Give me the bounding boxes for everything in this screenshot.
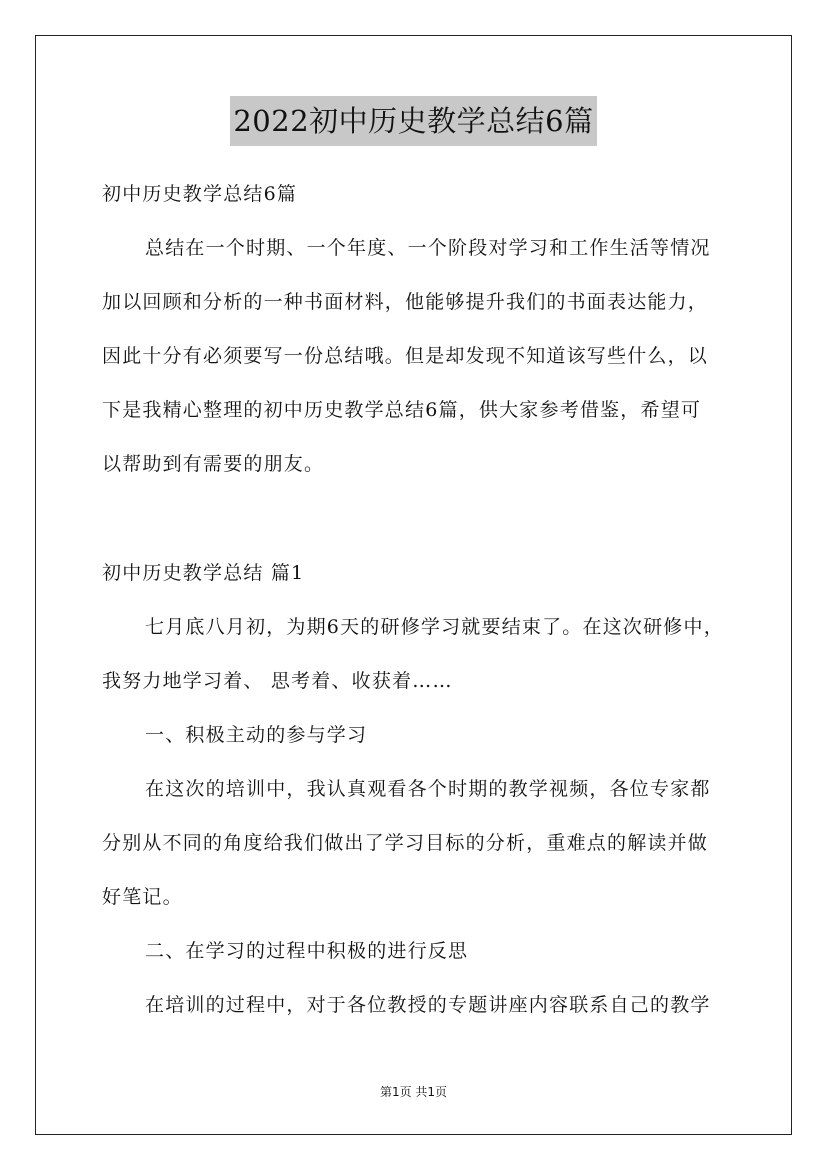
paragraph-line: 总结在一个时期、一个年度、一个阶段对学习和工作生活等情况 (145, 237, 711, 259)
paragraph-line: 加以回顾和分析的一种书面材料，他能够提升我们的书面表达能力， (102, 291, 709, 313)
section-heading: 初中历史教学总结 篇1 (102, 562, 305, 584)
paragraph-line: 七月底八月初，为期6天的研修学习就要结束了。在这次研修中， (145, 616, 724, 638)
paragraph-line: 我努力地学习着、 思考着、收获着…… (102, 670, 453, 692)
subsection-heading: 一、积极主动的参与学习 (145, 724, 368, 746)
paragraph-line: 下是我精心整理的初中历史教学总结6篇，供大家参考借鉴，希望可 (102, 399, 702, 421)
paragraph-line: 在培训的过程中，对于各位教授的专题讲座内容联系自己的教学 (145, 994, 711, 1016)
paragraph-line: 在这次的培训中，我认真观看各个时期的教学视频，各位专家都 (145, 778, 711, 800)
title-container (0, 96, 827, 146)
subsection-heading: 二、在学习的过程中积极的进行反思 (145, 940, 469, 962)
paragraph-line: 分别从不同的角度给我们做出了学习目标的分析，重难点的解读并做 (102, 832, 709, 854)
document-title: 2022初中历史教学总结6篇 (230, 96, 596, 146)
paragraph-line: 以帮助到有需要的朋友。 (102, 453, 325, 475)
paragraph-line: 因此十分有必须要写一份总结哦。但是却发现不知道该写些什么，以 (102, 345, 709, 367)
subtitle-heading: 初中历史教学总结6篇 (102, 183, 298, 205)
page-footer: 第1页 共1页 (379, 1085, 448, 1099)
paragraph-line: 好笔记。 (102, 886, 183, 908)
